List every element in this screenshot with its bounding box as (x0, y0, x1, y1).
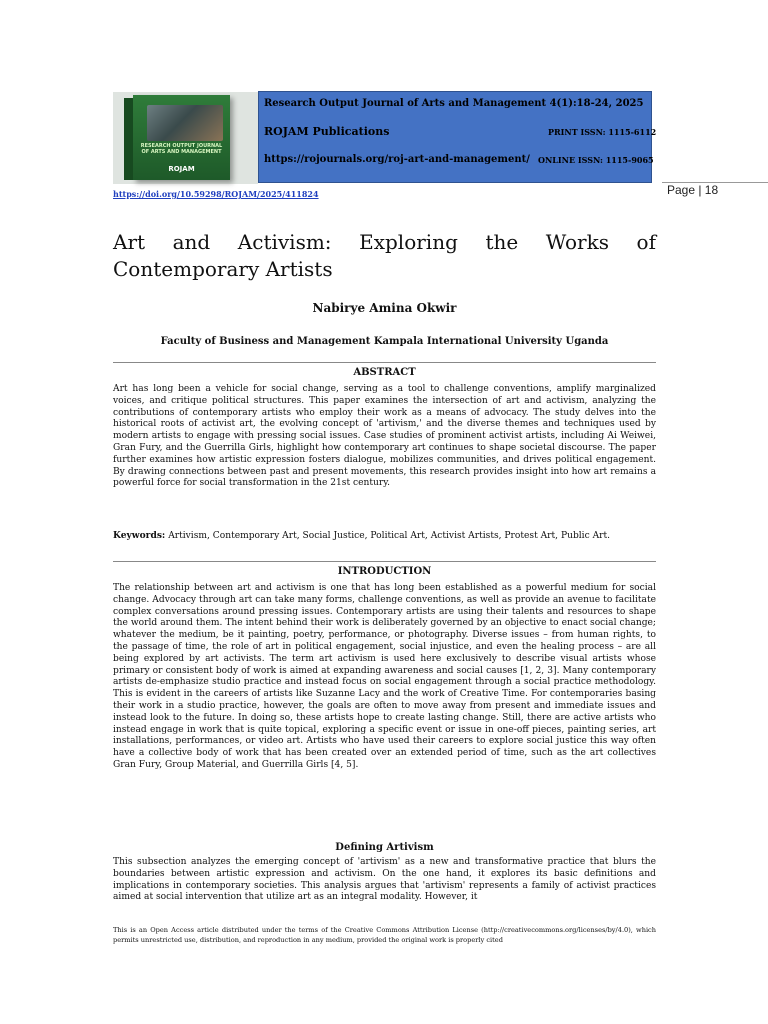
author-affiliation: Faculty of Business and Management Kampala International University Uganda (160, 336, 609, 347)
introduction-text: The relationship between art and activism is one that has long been established as a powerful medium for social change. Advocacy through art can take many forms, challenge conventions, as well as provide an avenue to facilitate complex conversations around pressing issues. Contemporary artists are using their talents and resources to shape the world around them. The intent behind their work is deliberately governed by an objective to enact social change; whatever the medium, be it painting, poetry, performance, or photography. Diverse issues – from human rights, to the passage of time, the role of art in political engagement, social injustice, and even the healing process – are all being explored by art activists. The term art activism is used here exclusively to describe visual artists whose primary or consistent body of work is aimed at expanding awareness and social causes [1, 2, 3]. Many contemporary artists de-emphasize studio practice and instead focus on social engagement through a social practice methodology. This is evident in the careers of artists like Suzanne Lacy and the work of Creative Time. For contemporaries basing their work in a studio practice, however, the goals are often to move away from present and immediate issues and instead look to the future. In doing so, these artists hope to create lasting change. Still, there are active artists who instead engage in work that is quite topical, exploring a specific event or issue in one-off pieces, painting series, art installations, performances, or video art. Artists who have used their careers to explore social justice this way often have a collective body of work that has been created over an extended period of time, such as the art collectives Gran Fury, Group Material, and Guerrilla Girls [4, 5]. (113, 583, 656, 770)
article-title-line-1: Art and Activism: Exploring the Works of (113, 230, 656, 254)
keywords-label: Keywords: (113, 530, 166, 541)
doi-link[interactable]: https://doi.org/10.59298/ROJAM/2025/411824 (113, 189, 319, 199)
page-number: Page | 18 (667, 183, 719, 197)
abstract-text: Art has long been a vehicle for social change, serving as a tool to challenge conventions, amplify marginalized voices, and critique political structures. This paper examines the intersection of art and activism, analyzing the contributions of contemporary artists who employ their work as a means of advocacy. The study delves into the historical roots of activist art, the evolving concept of 'artivism,' and the diverse themes and techniques used by modern artists to engage with pressing social issues. Case studies of prominent activist artists, including Ai Weiwei, Gran Fury, and the Guerrilla Girls, highlight how contemporary art continues to shape societal discourse. The paper further examines how artistic expression fosters dialogue, mobilizes communities, and drives political engagement. By drawing connections between past and present movements, this research provides insight into how art remains a powerful force for social transformation in the 21st century. (113, 384, 656, 489)
article-title-line-2: Contemporary Artists (113, 257, 333, 281)
author-name: Nabirye Amina Okwir (312, 301, 457, 315)
cover-spine (124, 98, 133, 180)
cover-title: RESEARCH OUTPUT JOURNAL OF ARTS AND MANAGEMENT (140, 143, 223, 155)
defining-artivism-heading: Defining Artivism (335, 842, 434, 853)
abstract-top-rule (113, 362, 656, 363)
cover-photo (147, 105, 223, 141)
keywords (113, 530, 656, 543)
defining-artivism-text: This subsection analyzes the emerging concept of 'artivism' as a new and transformative practice that blurs the boundaries between artistic expression and activism. On the one hand, it explores its basic definitions and implications in contemporary societies. This analysis argues that 'artivism' represents a family of activist practices aimed at social intervention that utilize art as an integral modality. However, it (113, 857, 656, 903)
print-issn: PRINT ISSN: 1115-6112 (548, 127, 657, 137)
journal-url[interactable]: https://rojournals.org/roj-art-and-management/ (264, 154, 530, 165)
introduction-heading: INTRODUCTION (337, 566, 432, 577)
cover-logo: ROJAM (168, 165, 195, 173)
cover-book (133, 95, 230, 180)
keywords-list: Artivism, Contemporary Art, Social Justice, Political Art, Activist Artists, Protest Art, Public Art. (165, 531, 611, 541)
introduction-top-rule (113, 561, 656, 562)
journal-name: Research Output Journal of Arts and Management 4(1):18-24, 2025 (264, 98, 644, 109)
article-title (113, 229, 656, 283)
journal-cover-image (113, 92, 258, 184)
journal-header-box (258, 91, 657, 183)
license-notice: This is an Open Access article distributed under the terms of the Creative Commons Attribution License (http://creativecommons.org/licenses/by/4.0), which permits unrestricted use, distribution, and reproduction in any medium, provided the original work is properly cited (113, 926, 656, 944)
publisher-name: ROJAM Publications (264, 125, 390, 138)
online-issn: ONLINE ISSN: 1115-9065 (538, 155, 654, 165)
abstract-heading: ABSTRACT (353, 367, 416, 378)
